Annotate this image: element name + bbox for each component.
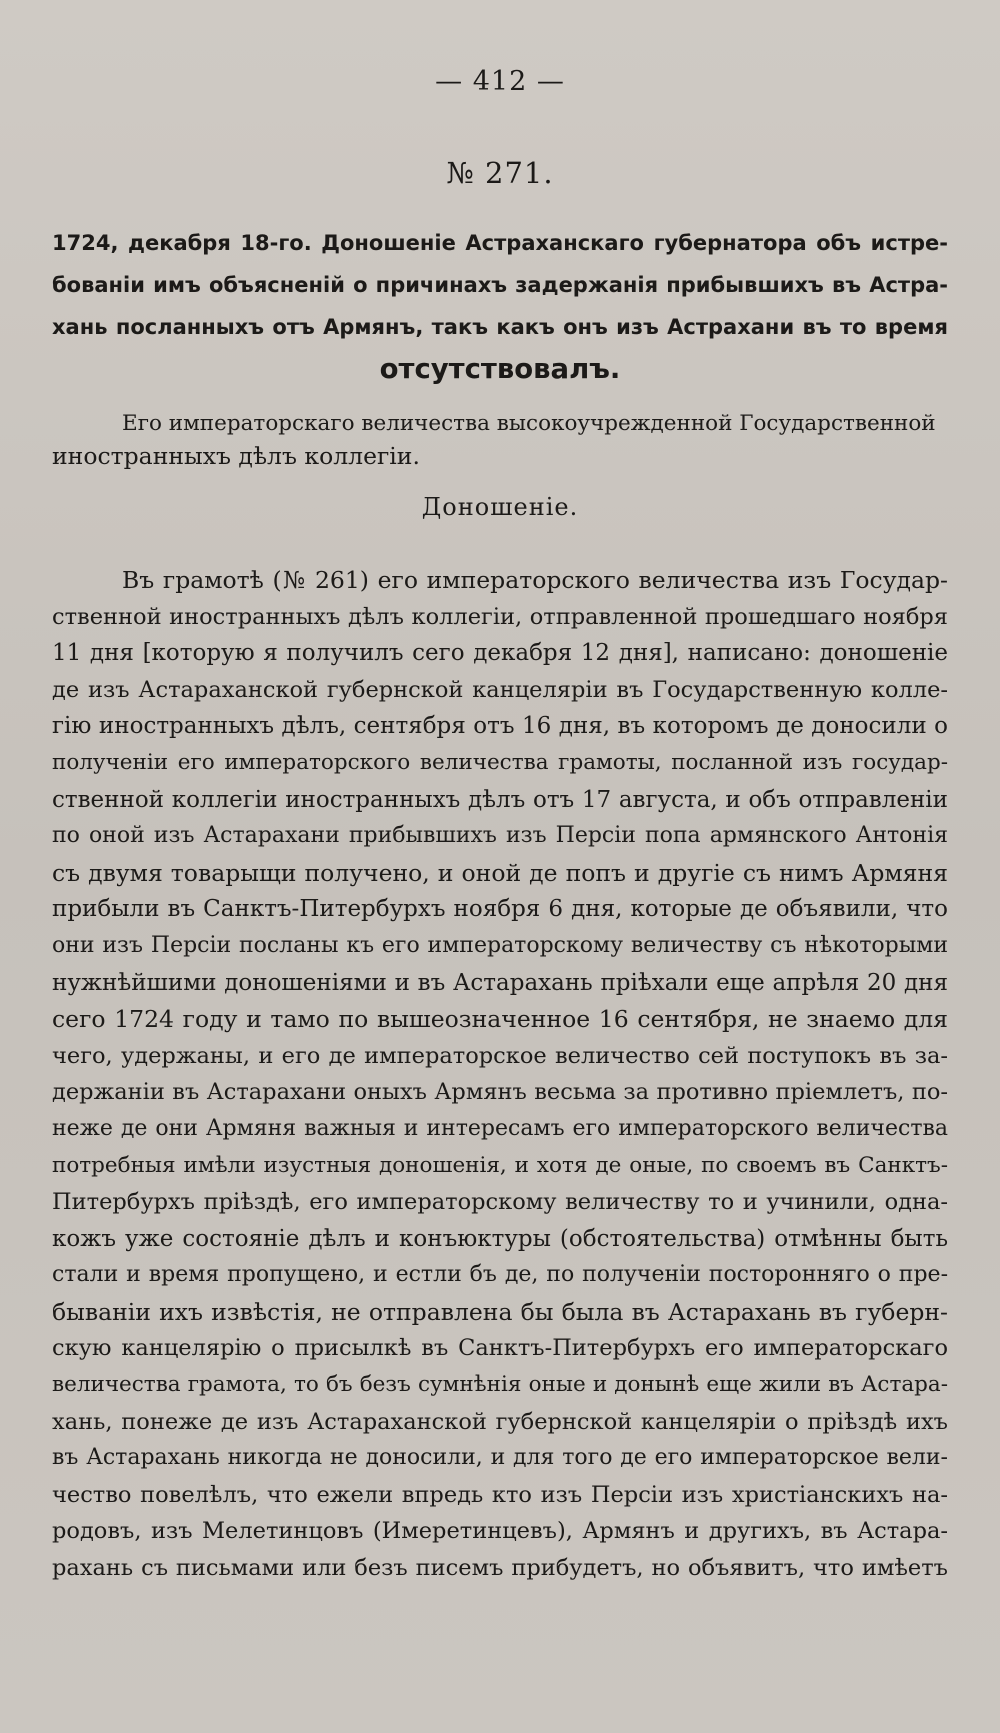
body-line: прибыли въ Санктъ-Питербурхъ ноября 6 дня, которые де объявили, что bbox=[52, 896, 948, 923]
body-text bbox=[52, 562, 948, 1587]
body-line: кожъ уже состояніе дѣлъ и конъюктуры (обстоятельства) отмѣнны быть bbox=[52, 1225, 948, 1252]
body-line: нужнѣйшими доношеніями и въ Астарахань пріѣхали еще апрѣля 20 дня bbox=[52, 969, 948, 996]
document-heading bbox=[52, 222, 948, 390]
document-title: Доношеніе. bbox=[421, 493, 579, 521]
body-line: ственной иностранныхъ дѣлъ коллегіи, отправленной прошедшаго ноября bbox=[52, 603, 948, 630]
body-line: 11 дня [которую я получилъ сего декабря 12 дня], написано: доношеніе bbox=[52, 640, 948, 667]
document-number: № 271. bbox=[446, 156, 554, 190]
body-line: чество повелѣлъ, что ежели впредь кто изъ Персіи изъ христіанскихъ на- bbox=[52, 1481, 948, 1508]
body-line: Питербурхъ пріѣздѣ, его императорскому величеству то и учинили, однa- bbox=[52, 1189, 948, 1216]
body-line: чего, удержаны, и его де императорское величество сей поступокъ въ за- bbox=[52, 1042, 948, 1069]
body-line: Въ грамотѣ (№ 261) его императорского величества изъ Государ- bbox=[122, 566, 948, 594]
body-line: полученіи его императорского величества грамоты, посланной изъ государ- bbox=[52, 749, 948, 775]
body-line: родовъ, изъ Мелетинцовъ (Имеретинцевъ), Армянъ и другихъ, въ Астара- bbox=[52, 1518, 948, 1545]
heading-line: 1724, декабря 18-го. Доношеніе Астраханскаго губернатора объ истре- bbox=[52, 231, 948, 255]
body-line: бываніи ихъ извѣстія, не отправлена бы была въ Астарахань въ губерн- bbox=[52, 1297, 948, 1326]
body-line: величества грамота, то бъ безъ сумнѣнія оные и донынѣ еще жили въ Астара- bbox=[52, 1372, 948, 1398]
body-line: хань, понеже де изъ Астараханской губернской канцеляріи о пріѣздѣ ихъ bbox=[52, 1408, 948, 1435]
body-line: держаніи въ Астарахани оныхъ Армянъ весьма за противно пріемлетъ, по- bbox=[52, 1079, 948, 1106]
body-line: въ Астарахань никогда не доносили, и для того де его императорское вели- bbox=[52, 1445, 948, 1471]
addressee bbox=[52, 408, 948, 472]
page-number: — 412 — bbox=[435, 66, 565, 97]
body-line: скую канцелярію о присылкѣ въ Санктъ-Питербурхъ его императорскаго bbox=[52, 1335, 948, 1362]
body-line: стали и время пропущено, и естли бъ де, по полученіи посторонняго о пре- bbox=[52, 1262, 948, 1288]
body-line: неже де они Армяня важныя и интересамъ его императорского величества bbox=[52, 1115, 948, 1141]
heading-line: бованіи имъ объясненій о причинахъ задержанія прибывшихъ въ Астра- bbox=[52, 273, 948, 297]
heading-line: отсутствовалъ. bbox=[379, 353, 621, 385]
body-line: гію иностранныхъ дѣлъ, сентября отъ 16 дня, въ которомъ де доносили о bbox=[52, 713, 948, 740]
body-line: ственной коллегіи иностранныхъ дѣлъ отъ 17 августа, и объ отправленіи bbox=[52, 786, 948, 813]
body-line: де изъ Астараханской губернской канцеляріи въ Государственную колле- bbox=[52, 676, 948, 703]
body-line: потребныя имѣли изустныя доношенія, и хотя де оные, по своемъ въ Санктъ- bbox=[52, 1152, 948, 1178]
addressee-line: иностранныхъ дѣлъ коллегіи. bbox=[52, 442, 420, 470]
heading-line: хань посланныхъ отъ Армянъ, такъ какъ онъ изъ Астрахани въ то время bbox=[52, 315, 948, 339]
body-line: по оной изъ Астарахани прибывшихъ изъ Персіи попа армянского Антонія bbox=[52, 823, 948, 849]
body-line: рахань съ письмами или безъ писемъ прибудетъ, но объявитъ, что имѣетъ bbox=[52, 1555, 948, 1582]
addressee-line: Его императорскаго величества высокоучрежденной Государственной bbox=[122, 411, 936, 436]
body-line: сего 1724 году и тамо по вышеозначенное 16 сентября, не знаемо для bbox=[52, 1005, 948, 1034]
body-line: они изъ Персіи посланы къ его императорскому величеству съ нѣкоторыми bbox=[52, 932, 948, 958]
body-line: съ двумя товарыщи получено, и оной де попъ и другіе съ нимъ Армяня bbox=[52, 858, 948, 887]
